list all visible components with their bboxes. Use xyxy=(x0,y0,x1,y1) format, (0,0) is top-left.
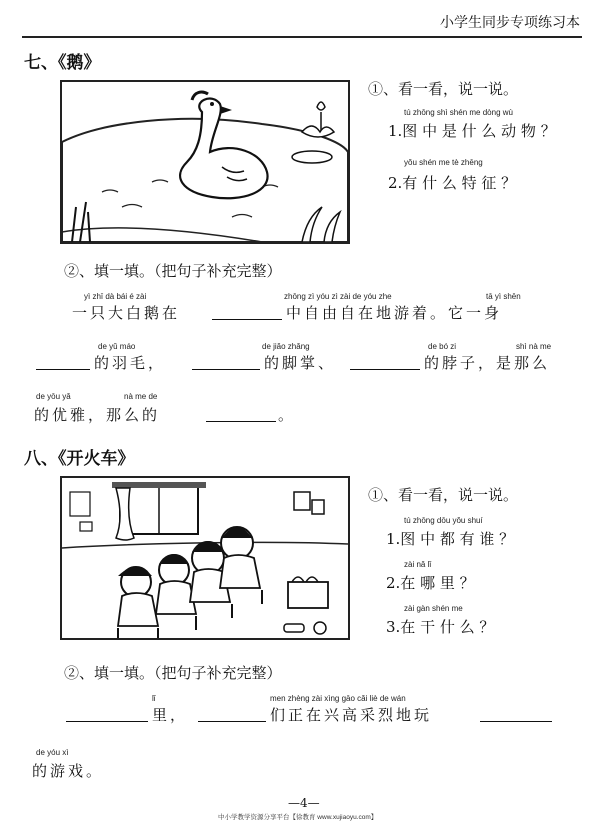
sec7-l2-pinyin-c: de bó zi xyxy=(428,342,457,351)
sec7-blank-1[interactable] xyxy=(212,304,282,320)
goose-illustration xyxy=(60,80,350,244)
header-divider xyxy=(22,36,582,38)
sec7-q1-text: 1.图 中 是 什 么 动 物 ？ xyxy=(388,122,556,140)
sec8-l1-text-b: 们正在兴高采烈地玩 xyxy=(270,706,433,724)
sec8-q2-text: 2.在 哪 里 ？ xyxy=(386,574,475,592)
sec7-blank-4[interactable] xyxy=(350,354,420,370)
sec7-l2-text-b: 的脚掌、 xyxy=(264,354,337,372)
train-game-illustration xyxy=(60,476,350,640)
sec8-blank-3[interactable] xyxy=(480,706,552,722)
sec8-fill-head: ②、填一填。（把句子补充完整） xyxy=(64,664,282,682)
sec8-l1-pinyin-b: men zhèng zài xìng gāo cǎi liè de wán xyxy=(270,694,406,703)
sec7-l1-pinyin-a: yì zhī dà bái é zài xyxy=(84,292,147,301)
sec8-blank-1[interactable] xyxy=(66,706,148,722)
section-7-title: 七、《鹅》 xyxy=(24,53,101,73)
sec7-q1-pinyin: tú zhōng shì shén me dòng wù xyxy=(404,108,513,117)
sec7-l2-pinyin-b: de jiǎo zhǎng xyxy=(262,342,310,351)
sec7-l1-text-b: 中自由自在地游着。它一身 xyxy=(286,304,503,322)
sec8-q3-pinyin: zài gàn shén me xyxy=(404,604,463,613)
sec7-l3-pinyin-b: nà me de xyxy=(124,392,158,401)
sec7-l2-pinyin-a: de yǔ máo xyxy=(98,342,136,351)
sec7-blank-3[interactable] xyxy=(192,354,260,370)
sec7-q2-pinyin: yǒu shén me tè zhēng xyxy=(404,158,483,167)
section-8-title: 八、《开火车》 xyxy=(24,449,135,469)
sec7-blank-2[interactable] xyxy=(36,354,90,370)
sec7-l1-pinyin-b: zhōng zì yóu zì zài de yóu zhe xyxy=(284,292,392,301)
header-title: 小学生同步专项练习本 xyxy=(440,15,580,31)
sec8-q2-pinyin: zài nǎ lǐ xyxy=(404,560,432,569)
sec8-l2-text-a: 的游戏。 xyxy=(32,762,105,780)
sec7-l3-pinyin-a: de yōu yǎ xyxy=(36,392,71,401)
sec7-l1-pinyin-c: tā yì shēn xyxy=(486,292,521,301)
page-number: —4— xyxy=(288,796,320,810)
sec7-l2-text-c: 的脖子，是那么 xyxy=(424,354,551,372)
sec8-blank-2[interactable] xyxy=(198,706,266,722)
sec8-q1-text: 1.图 中 都 有 谁 ？ xyxy=(386,530,515,548)
sec7-l2-pinyin-d: shì nà me xyxy=(516,342,552,351)
sec7-q2-text: 2.有 什 么 特 征 ？ xyxy=(388,174,517,192)
sec8-l1-pinyin-a: lǐ xyxy=(152,694,156,703)
sec7-fill-head: ②、填一填。（把句子补充完整） xyxy=(64,262,282,280)
sec8-l1-text-a: 里， xyxy=(152,706,189,724)
sec7-l3-text-a: 的优雅，那么的 xyxy=(34,406,161,424)
sec8-l2-pinyin-a: de yóu xì xyxy=(36,748,69,757)
sec7-blank-5[interactable] xyxy=(206,406,276,422)
sec7-look-say: ①、看一看，说一说。 xyxy=(368,80,519,98)
children-playing-icon xyxy=(62,478,348,638)
footer-source: 中小学教学资源分享平台【徐教育 www.xujiaoyu.com】 xyxy=(218,814,378,821)
sec8-q1-pinyin: tú zhōng dōu yǒu shuí xyxy=(404,516,483,525)
sec7-l3-text-b: 。 xyxy=(278,406,297,424)
sec7-l1-text-a: 一只大白鹅在 xyxy=(72,304,181,322)
sec7-l2-text-a: 的羽毛， xyxy=(94,354,167,372)
goose-picture-icon xyxy=(62,82,348,242)
sec8-look-say: ①、看一看，说一说。 xyxy=(368,486,519,504)
sec8-q3-text: 3.在 干 什 么 ？ xyxy=(386,618,495,636)
